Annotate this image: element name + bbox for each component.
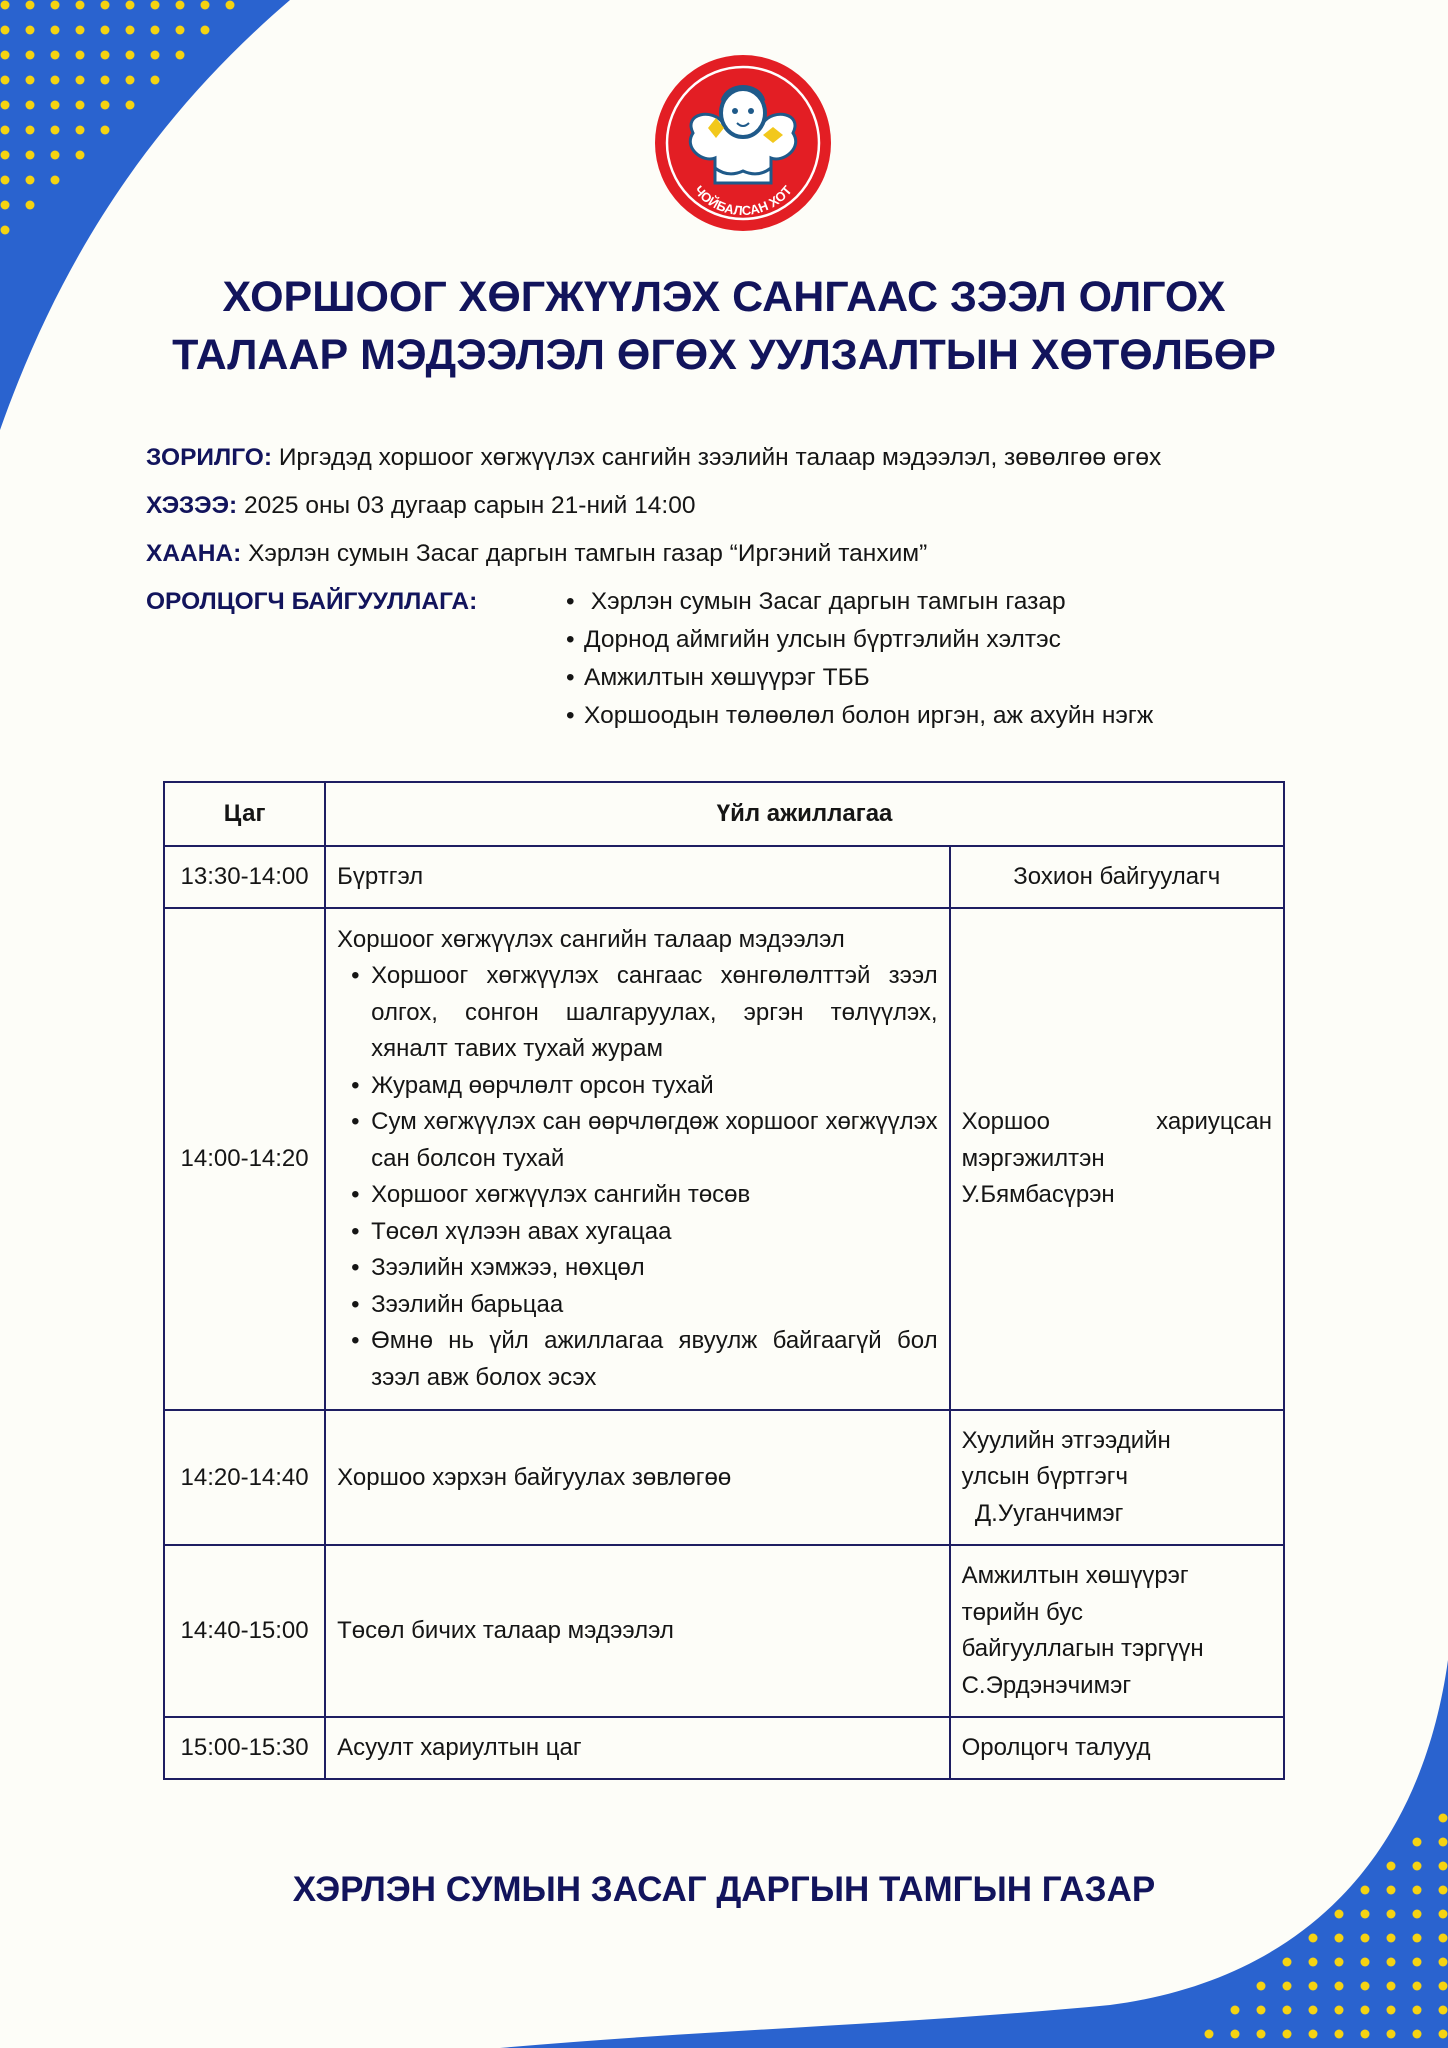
decor-dot bbox=[1335, 2006, 1344, 2015]
decor-dot bbox=[76, 1, 85, 10]
decor-dot bbox=[76, 26, 85, 35]
decor-dot bbox=[26, 51, 35, 60]
goal-value: Иргэдэд хоршоог хөгжүүлэх сангийн зээлийн талаар мэдээлэл, зөвөлгөө өгөх bbox=[272, 444, 1162, 471]
where-value: Хэрлэн сумын Засаг даргын тамгын газар “Иргэний танхим” bbox=[241, 540, 928, 567]
info-when bbox=[146, 487, 695, 525]
decor-dot bbox=[51, 126, 60, 135]
row-time: 15:00-15:30 bbox=[164, 1717, 325, 1779]
decor-dot bbox=[1413, 1958, 1422, 1967]
title-line-1: ХОРШООГ ХӨГЖҮҮЛЭХ САНГААС ЗЭЭЛ ОЛГОХ bbox=[222, 273, 1226, 321]
decor-dot bbox=[1231, 2006, 1240, 2015]
decor-dot bbox=[1387, 1982, 1396, 1991]
decor-dot bbox=[176, 1, 185, 10]
row-time: 14:20-14:40 bbox=[164, 1410, 325, 1545]
decor-dot bbox=[1439, 1910, 1448, 1919]
schedule-table bbox=[163, 781, 1285, 1780]
decor-dot bbox=[1205, 2030, 1214, 2039]
decor-dot bbox=[1387, 2030, 1396, 2039]
decor-dot bbox=[1, 201, 10, 210]
goal-label: ЗОРИЛГО: bbox=[146, 444, 273, 471]
decor-dot bbox=[1387, 1934, 1396, 1943]
activity-sub-item: • Хоршоог хөгжүүлэх сангийн төсөв bbox=[371, 1177, 937, 1214]
row-responsible: Зохион байгуулагч bbox=[950, 846, 1284, 908]
activity-sub-item: • Сум хөгжүүлэх сан өөрчлөгдөж хоршоог хөгжүүлэх сан болсон тухай bbox=[371, 1104, 937, 1177]
decor-dot bbox=[101, 51, 110, 60]
info-participants bbox=[146, 583, 1396, 729]
decor-dot bbox=[51, 1, 60, 10]
header-activity: Үйл ажиллагаа bbox=[325, 782, 1284, 846]
logo-text: ЧОЙБАЛСАН ХОТ bbox=[691, 182, 795, 219]
table-row bbox=[164, 1545, 1284, 1717]
table-row bbox=[164, 1717, 1284, 1779]
decor-dot bbox=[1439, 2006, 1448, 2015]
decor-dot bbox=[126, 101, 135, 110]
header-time: Цаг bbox=[164, 782, 325, 846]
decor-dot bbox=[101, 126, 110, 135]
decor-dot bbox=[76, 76, 85, 85]
decor-dot bbox=[1413, 1934, 1422, 1943]
footer-organization: ХЭРЛЭН СУМЫН ЗАСАГ ДАРГЫН ТАМГЫН ГАЗАР bbox=[292, 1870, 1156, 1909]
decor-dot bbox=[51, 101, 60, 110]
row-activity: Төсөл бичих талаар мэдээлэл bbox=[325, 1545, 949, 1717]
decor-dot bbox=[76, 126, 85, 135]
decor-dot bbox=[1309, 1982, 1318, 1991]
row-responsible: Амжилтын хөшүүрэг төрийн бус байгууллагын тэргүүн С.Эрдэнэчимэг bbox=[950, 1545, 1284, 1717]
activity-sub-item: • Журамд өөрчлөлт орсон тухай bbox=[371, 1068, 937, 1105]
decor-dot bbox=[1361, 1982, 1370, 1991]
decor-dot bbox=[26, 201, 35, 210]
decor-dot bbox=[151, 51, 160, 60]
decor-dot bbox=[1387, 1958, 1396, 1967]
decor-dot bbox=[126, 76, 135, 85]
row-activity bbox=[325, 908, 949, 1410]
decor-dot bbox=[1, 176, 10, 185]
decor-dot bbox=[1257, 2030, 1266, 2039]
table-header-row bbox=[164, 782, 1284, 846]
decor-dot bbox=[151, 26, 160, 35]
row-time: 13:30-14:00 bbox=[164, 846, 325, 908]
row-activity: Хоршоо хэрхэн байгуулах зөвлөгөө bbox=[325, 1410, 949, 1545]
decor-dot bbox=[76, 51, 85, 60]
decor-dot bbox=[151, 1, 160, 10]
decor-dot bbox=[1361, 2030, 1370, 2039]
row-time: 14:00-14:20 bbox=[164, 908, 325, 1410]
participants-label: ОРОЛЦОГЧ БАЙГУУЛЛАГА: bbox=[146, 588, 478, 615]
when-label: ХЭЗЭЭ: bbox=[146, 492, 238, 519]
decor-dot bbox=[76, 151, 85, 160]
decor-dot bbox=[1283, 1982, 1292, 1991]
activity-sub-list bbox=[337, 958, 937, 1396]
event-info bbox=[146, 439, 1396, 739]
decor-dot bbox=[1439, 1934, 1448, 1943]
participant-item: • Дорнод аймгийн улсын бүртгэлийн хэлтэс bbox=[566, 626, 1061, 653]
decor-dot bbox=[226, 1, 235, 10]
decor-dot bbox=[1413, 2006, 1422, 2015]
decor-dot bbox=[1439, 1982, 1448, 1991]
decor-dot bbox=[1335, 1910, 1344, 1919]
decor-dot bbox=[1361, 1934, 1370, 1943]
decor-dot bbox=[1, 101, 10, 110]
decor-dot bbox=[51, 151, 60, 160]
decor-dot bbox=[101, 101, 110, 110]
decor-dot bbox=[51, 51, 60, 60]
decor-dot bbox=[101, 26, 110, 35]
decor-dot bbox=[1413, 2030, 1422, 2039]
row-responsible: Оролцогч талууд bbox=[950, 1717, 1284, 1779]
table-row bbox=[164, 846, 1284, 908]
table-row bbox=[164, 908, 1284, 1410]
decor-dot bbox=[26, 26, 35, 35]
decor-dot bbox=[176, 51, 185, 60]
decor-dot bbox=[1439, 2030, 1448, 2039]
decor-dot bbox=[1413, 1838, 1422, 1847]
decor-dot bbox=[51, 176, 60, 185]
decor-dot bbox=[1, 51, 10, 60]
decor-dot bbox=[101, 1, 110, 10]
decor-dot bbox=[26, 151, 35, 160]
row-responsible: Хоршоо хариуцсан мэргэжилтэн У.Бямбасүрэн bbox=[950, 908, 1284, 1410]
title-line-2: ТАЛААР МЭДЭЭЛЭЛ ӨГӨХ УУЛЗАЛТЫН ХӨТӨЛБӨР bbox=[172, 331, 1276, 379]
decor-dot bbox=[1387, 1910, 1396, 1919]
participants-list bbox=[566, 583, 1153, 735]
decor-dot bbox=[1231, 2030, 1240, 2039]
participant-item: • Хоршоодын төлөөлөл болон иргэн, аж ахуйн нэгж bbox=[566, 702, 1154, 729]
row-responsible: Хуулийн этгээдийн улсын бүртгэгч Д.Ууганчимэг bbox=[950, 1410, 1284, 1545]
decor-dot bbox=[1335, 1958, 1344, 1967]
decor-dot bbox=[1387, 2006, 1396, 2015]
decor-dot bbox=[26, 76, 35, 85]
activity-sub-item: • Хоршоог хөгжүүлэх сангаас хөнгөлөлттэй зээл олгох, сонгон шалгаруулах, эргэн төлүүлэх, хяналт тавих тухай журам bbox=[371, 958, 937, 1068]
decor-dot bbox=[1, 151, 10, 160]
decor-dot bbox=[1335, 2030, 1344, 2039]
activity-sub-item: • Төсөл хүлээн авах хугацаа bbox=[371, 1214, 937, 1251]
decor-dot bbox=[201, 1, 210, 10]
decor-dot bbox=[51, 76, 60, 85]
when-value: 2025 оны 03 дугаар сарын 21-ний 14:00 bbox=[237, 492, 696, 519]
decor-dot bbox=[1413, 1910, 1422, 1919]
decor-dot bbox=[1361, 2006, 1370, 2015]
table-row bbox=[164, 1410, 1284, 1545]
decor-dot bbox=[1439, 1838, 1448, 1847]
participant-item: • Амжилтын хөшүүрэг ТББ bbox=[566, 664, 870, 691]
info-where bbox=[146, 535, 927, 573]
decor-dot bbox=[1335, 1982, 1344, 1991]
row-activity: Асуулт хариултын цаг bbox=[325, 1717, 949, 1779]
decor-dot bbox=[76, 101, 85, 110]
decor-dot bbox=[1361, 1958, 1370, 1967]
decor-dot bbox=[1309, 2006, 1318, 2015]
decor-dot bbox=[1, 226, 10, 235]
decor-dot bbox=[101, 76, 110, 85]
row-activity: Бүртгэл bbox=[325, 846, 949, 908]
activity-heading: Хоршоог хөгжүүлэх сангийн талаар мэдээлэл bbox=[337, 925, 845, 953]
info-goal bbox=[146, 439, 1161, 477]
decor-dot bbox=[26, 1, 35, 10]
decor-dot bbox=[1309, 1934, 1318, 1943]
decor-dot bbox=[1257, 2006, 1266, 2015]
activity-sub-item: • Өмнө нь үйл ажиллагаа явуулж байгаагүй бол зээл авж болох эсэх bbox=[371, 1323, 937, 1396]
decor-dot bbox=[1413, 1982, 1422, 1991]
activity-sub-item: • Зээлийн хэмжээ, нөхцөл bbox=[371, 1250, 937, 1287]
decor-dot bbox=[1309, 2030, 1318, 2039]
decor-dot bbox=[26, 176, 35, 185]
decor-dot bbox=[51, 26, 60, 35]
decor-dot bbox=[26, 126, 35, 135]
decor-dot bbox=[1, 1, 10, 10]
decor-dot bbox=[1335, 1934, 1344, 1943]
city-emblem-logo bbox=[653, 53, 833, 233]
decor-dot bbox=[1361, 1910, 1370, 1919]
decor-dot bbox=[126, 51, 135, 60]
decor-dot bbox=[151, 76, 160, 85]
decor-dot bbox=[1, 126, 10, 135]
decor-dot bbox=[176, 26, 185, 35]
decor-dot bbox=[1257, 1982, 1266, 1991]
decor-dot bbox=[1439, 1958, 1448, 1967]
decor-dot bbox=[1283, 2006, 1292, 2015]
decor-dot bbox=[201, 26, 210, 35]
decor-dot bbox=[1, 26, 10, 35]
decor-dot bbox=[126, 1, 135, 10]
decor-dot bbox=[1439, 1814, 1448, 1823]
page-title bbox=[0, 268, 1448, 384]
activity-sub-item: • Зээлийн барьцаа bbox=[371, 1287, 937, 1324]
where-label: ХААНА: bbox=[146, 540, 242, 567]
decor-dot bbox=[126, 26, 135, 35]
decor-dot bbox=[26, 101, 35, 110]
decor-dot bbox=[1283, 2030, 1292, 2039]
participant-item: • Хэрлэн сумын Засаг даргын тамгын газар bbox=[566, 588, 1066, 615]
row-time: 14:40-15:00 bbox=[164, 1545, 325, 1717]
decor-dot bbox=[1309, 1958, 1318, 1967]
decor-dot bbox=[1283, 1958, 1292, 1967]
decor-dot bbox=[1, 76, 10, 85]
